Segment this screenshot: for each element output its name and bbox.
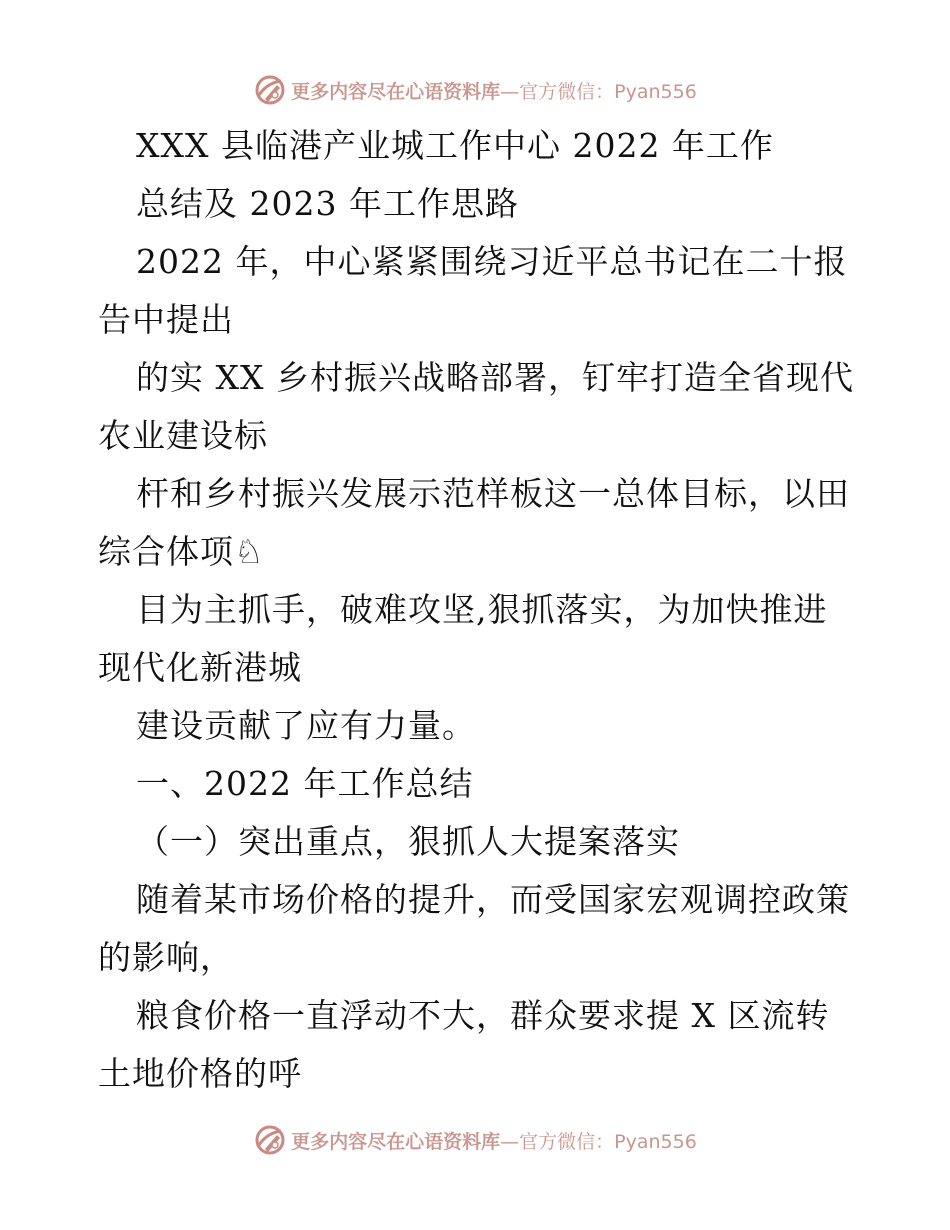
pen-swirl-logo-icon xyxy=(253,73,287,107)
watermark-main-text: 更多内容尽在心语资料库 xyxy=(291,1130,501,1153)
watermark-sub-text: —官方微信：Pyan556 xyxy=(500,1130,697,1153)
paragraph-line: 的影响， xyxy=(98,938,234,977)
paragraph-line: 随着某市场价格的提升，而受国家宏观调控政策 xyxy=(136,880,850,919)
watermark-sub-text: —官方微信：Pyan556 xyxy=(500,80,697,103)
paragraph-line: 杆和乡村振兴发展示范样板这一总体目标，以田 xyxy=(136,474,850,513)
subsection-heading: （一）突出重点，狠抓人大提案落实 xyxy=(136,822,680,861)
paragraph-line: 综合体项♘ xyxy=(98,532,265,571)
paragraph-line: 目为主抓手，破难攻坚,狠抓落实，为加快推进 xyxy=(136,590,828,629)
paragraph-line: 建设贡献了应有力量。 xyxy=(136,706,476,745)
paragraph-line: 2022 年，中心紧紧围绕习近平总书记在二十报 xyxy=(136,242,848,281)
watermark-banner-top xyxy=(0,70,950,110)
section-heading: 一、2022 年工作总结 xyxy=(136,764,474,803)
document-title-line-1: XXX 县临港产业城工作中心 2022 年工作 xyxy=(136,126,774,165)
watermark-banner-bottom xyxy=(0,1120,950,1160)
paragraph-line: 告中提出 xyxy=(98,300,234,339)
document-title-line-2: 总结及 2023 年工作思路 xyxy=(136,184,519,223)
watermark-main-text: 更多内容尽在心语资料库 xyxy=(291,80,501,103)
paragraph-line: 的实 XX 乡村振兴战略部署，钉牢打造全省现代 xyxy=(136,358,854,397)
paragraph-line: 农业建设标 xyxy=(98,416,268,455)
paragraph-line: 现代化新港城 xyxy=(98,648,302,687)
pen-swirl-logo-icon xyxy=(253,1123,287,1157)
paragraph-line: 土地价格的呼 xyxy=(98,1054,302,1093)
paragraph-line: 粮食价格一直浮动不大，群众要求提 X 区流转 xyxy=(136,996,830,1035)
